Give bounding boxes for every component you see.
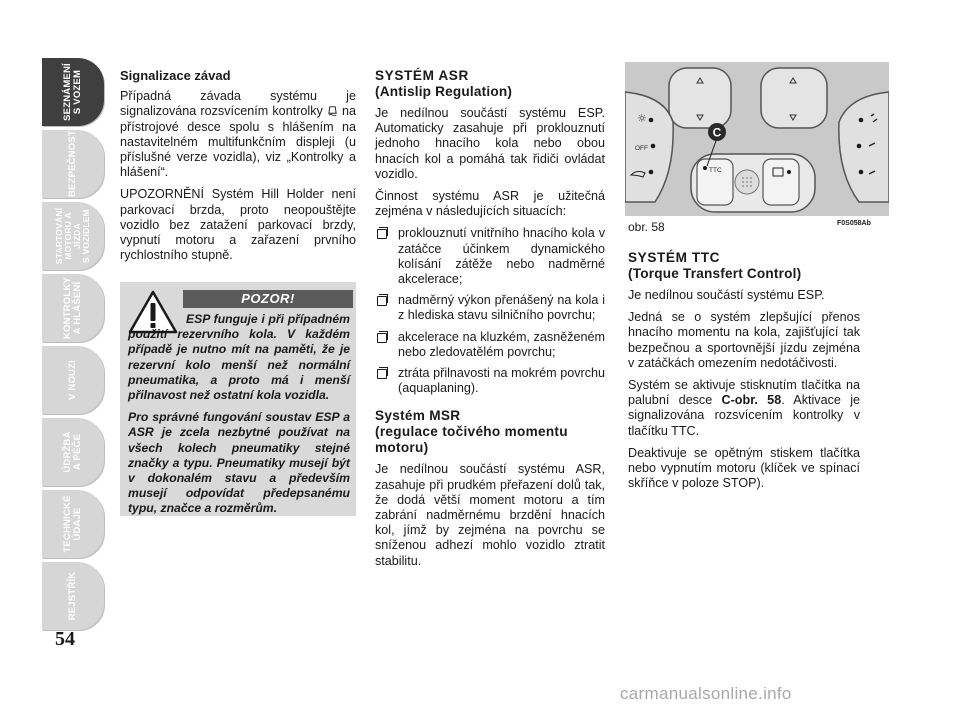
paragraph-asr-intro: Je nedílnou součástí systému ESP. Automaticky zasahuje při proklouznutí jednoho hnacího kola nebo obou hnacích kol a pomáhá tak řidiči ovládat vozidlo. xyxy=(375,106,605,181)
tab-label: BEZPEČNOST xyxy=(67,130,78,197)
paragraph-ttc-deactivation: Deaktivuje se opětným stiskem tlačítka nebo vypnutím motoru (klíček ve spínací skříňce v poloze STOP). xyxy=(628,445,860,491)
tab-label: STARTOVÁNÍ MOTORU A JÍZDA S VOZIDLEM xyxy=(54,207,91,265)
paragraph-text: Systém se aktivuje stisknutím tlačítka na palubní desce xyxy=(628,378,860,408)
tab-label: SEZNÁMENÍ S VOZEM xyxy=(62,63,83,121)
paragraph-fault-signal xyxy=(120,89,356,180)
warning-box xyxy=(120,282,356,516)
paragraph-msr: Je nedílnou součástí systému ASR, zasahuje při prudkém přeřazení dolů tak, že dodá větší moment motoru a tím zabrání nadměrnému brzdění hnacích kol, jímž by zejména na povrchu se sníženou adhezí mohlo vozidlo ztratit stabilitu. xyxy=(375,462,605,568)
tab-startovani[interactable] xyxy=(42,202,104,270)
column-2 xyxy=(375,68,605,576)
heading-title: SYSTÉM TTC xyxy=(628,250,721,265)
tab-label: REJSTŘÍK xyxy=(67,571,78,621)
list-item: nadměrný výkon přenášený na kola i z hlediska stavu silničního povrchu; xyxy=(375,293,605,323)
callout-c: C xyxy=(712,125,722,140)
esp-warning-light-icon xyxy=(327,105,338,116)
svg-text:☼: ☼ xyxy=(637,112,647,125)
watermark: carmanualsonline.info xyxy=(620,684,792,703)
tab-kontrolky[interactable] xyxy=(42,274,104,342)
figure-code: F0S058Ab xyxy=(837,220,871,227)
list-item: ztráta přilnavosti na mokrém povrchu (aquaplaning). xyxy=(375,366,605,396)
bullet-list xyxy=(375,226,605,396)
paragraph-ttc-description: Jedná se o systém zlepšující přenos hnacího momentu na kola, zajišťující tak bezpečnou a sportovnější jízdu zejména v zatáčkách omezením nedotáčivosti. xyxy=(628,310,860,370)
tab-v-nouzi[interactable] xyxy=(42,346,104,414)
figure-reference: C-obr. 58 xyxy=(721,393,782,408)
section-heading-asr xyxy=(375,68,605,100)
tab-seznameni[interactable] xyxy=(42,58,104,126)
heading-subtitle: (Torque Transfert Control) xyxy=(628,266,802,281)
paragraph-ttc-activation xyxy=(628,378,860,439)
warning-paragraph: ESP funguje i při případném použití rezervního kola. V každém případě je nutno mít na paměti, že je rezervní kolo menší než normální pneumatika, a proto má i menší přilnavost než ostatní kola vozidla. xyxy=(128,312,350,403)
tab-label: KONTROLKY A HLÁŠENÍ xyxy=(62,277,83,339)
section-heading-ttc xyxy=(628,250,860,282)
heading-title: SYSTÉM ASR xyxy=(375,68,469,83)
paragraph-text: na přístrojové desce spolu s hlášením na nastavitelném multifunkčním displeji (u příslušné verze vozidla), viz „Kontrolky a hlášení“. xyxy=(120,104,357,180)
page-number: 54 xyxy=(55,628,75,650)
ttc-label: TTC xyxy=(709,167,722,174)
heading-subtitle: (Antislip Regulation) xyxy=(375,84,513,99)
paragraph-text: . Aktivace je signalizována rozsvícením kontrolky v tlačítku TTC. xyxy=(628,393,860,438)
off-label: OFF xyxy=(635,145,648,152)
list-item: proklouznutí vnitřního hnacího kola v zatáčce účinkem dynamického kolísání zátěže nebo nadměrné akcelerace; xyxy=(375,226,605,287)
warning-paragraph: Pro správné fungování soustav ESP a ASR je zcela nezbytné používat na všech kolech pneumatiky stejné značky a typu. Pneumatiky musejí být v dokonalém stavu a především musejí odpovídat předepsanému typu, značce a rozměrům. xyxy=(128,410,350,516)
section-heading-msr xyxy=(375,408,605,456)
tab-udrzba[interactable] xyxy=(42,418,104,486)
paragraph-ttc-intro: Je nedílnou součástí systému ESP. xyxy=(628,288,825,302)
figure-caption: obr. 58 xyxy=(628,220,665,234)
heading-subtitle: (regulace točivého momentu motoru) xyxy=(375,424,568,456)
warning-badge: POZOR! xyxy=(183,290,353,308)
warning-text xyxy=(128,312,350,524)
tab-bezpecnost[interactable] xyxy=(42,130,104,198)
tab-technicke-udaje[interactable] xyxy=(42,490,104,558)
list-item: akcelerace na kluzkém, zasněženém nebo zledovatělém povrchu; xyxy=(375,330,605,360)
paragraph-hill-holder-note: UPOZORNĚNÍ Systém Hill Holder není parkovací brzda, proto neopouštějte vozidlo bez zatažení parkovací brzdy, vypnutí motoru a zařazení prvního rychlostního stupně. xyxy=(120,187,356,263)
tab-rejstrik[interactable] xyxy=(42,562,104,630)
tab-label: ÚDRŽBA A PÉČE xyxy=(62,431,83,473)
heading-title: Systém MSR xyxy=(375,408,461,424)
tab-label: V NOUZI xyxy=(67,360,78,400)
section-heading-signalizace: Signalizace závad xyxy=(120,68,231,83)
paragraph-text: Případná závada systému je signalizována rozsvícením kontrolky xyxy=(120,89,356,119)
tab-label: TECHNICKÉ ÚDAJE xyxy=(62,495,83,553)
column-3 xyxy=(628,250,860,498)
column-1 xyxy=(120,68,356,270)
paragraph-asr-situations: Činnost systému ASR je užitečná zejména v následujících situacích: xyxy=(375,189,605,219)
figure-dashboard-buttons xyxy=(625,62,889,216)
